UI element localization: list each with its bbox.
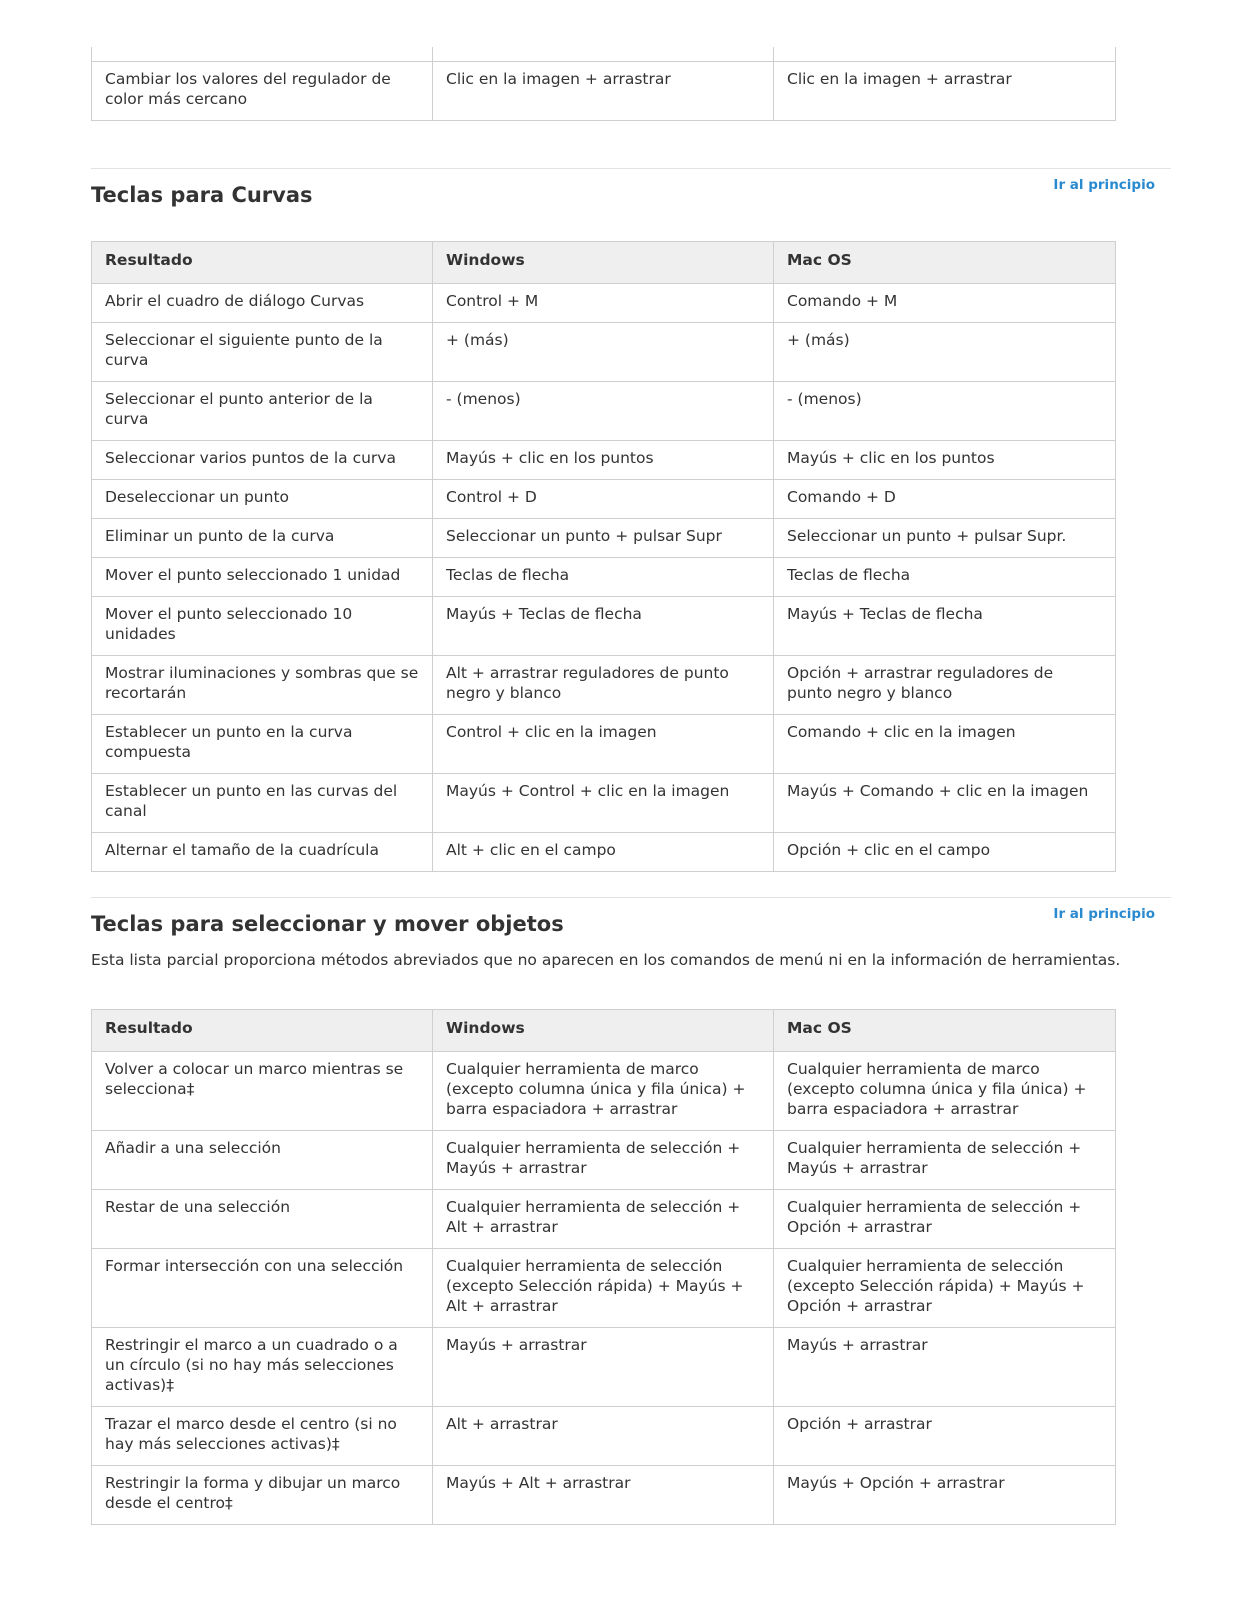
result-cell: Establecer un punto en las curvas del canal bbox=[92, 774, 433, 833]
header-result: Resultado bbox=[92, 1010, 433, 1052]
mac-cell: Mayús + Opción + arrastrar bbox=[774, 1466, 1116, 1525]
mac-cell: Opción + clic en el campo bbox=[774, 833, 1116, 872]
windows-cell: Control + clic en la imagen bbox=[433, 715, 774, 774]
mac-cell: Cualquier herramienta de selección + Mayús + arrastrar bbox=[774, 1131, 1116, 1190]
header-windows: Windows bbox=[433, 1010, 774, 1052]
result-cell: Formar intersección con una selección bbox=[92, 1249, 433, 1328]
result-cell: Alternar el tamaño de la cuadrícula bbox=[92, 833, 433, 872]
windows-cell: Mayús + arrastrar bbox=[433, 1328, 774, 1407]
mac-cell: Comando + M bbox=[774, 284, 1116, 323]
mac-cell: Cualquier herramienta de marco (excepto columna única y fila única) + barra espaciadora + arrastrar bbox=[774, 1052, 1116, 1131]
mac-cell: + (más) bbox=[774, 323, 1116, 382]
windows-cell: + (más) bbox=[433, 323, 774, 382]
table-row bbox=[92, 1407, 1116, 1466]
table-row bbox=[92, 1466, 1116, 1525]
result-cell: Seleccionar el siguiente punto de la curva bbox=[92, 323, 433, 382]
header-windows: Windows bbox=[433, 242, 774, 284]
result-cell: Seleccionar varios puntos de la curva bbox=[92, 441, 433, 480]
result-cell: Mostrar iluminaciones y sombras que se recortarán bbox=[92, 656, 433, 715]
result-cell: Restar de una selección bbox=[92, 1190, 433, 1249]
result-cell: Restringir la forma y dibujar un marco desde el centro‡ bbox=[92, 1466, 433, 1525]
result-cell: Deseleccionar un punto bbox=[92, 480, 433, 519]
mac-cell: - (menos) bbox=[774, 382, 1116, 441]
mac-cell: Opción + arrastrar reguladores de punto negro y blanco bbox=[774, 656, 1116, 715]
windows-cell: Mayús + Alt + arrastrar bbox=[433, 1466, 774, 1525]
windows-cell: Cualquier herramienta de marco (excepto columna única y fila única) + barra espaciadora + arrastrar bbox=[433, 1052, 774, 1131]
table-row bbox=[92, 1328, 1116, 1407]
mac-cell: Cualquier herramienta de selección (excepto Selección rápida) + Mayús + Opción + arrastrar bbox=[774, 1249, 1116, 1328]
section-intro: Esta lista parcial proporciona métodos abreviados que no aparecen en los comandos de menú ni en la información de herramientas. bbox=[91, 951, 1121, 969]
windows-cell: Teclas de flecha bbox=[433, 558, 774, 597]
mac-cell: Mayús + Teclas de flecha bbox=[774, 597, 1116, 656]
result-cell: Eliminar un punto de la curva bbox=[92, 519, 433, 558]
result-cell: Mover el punto seleccionado 10 unidades bbox=[92, 597, 433, 656]
header-result: Resultado bbox=[92, 242, 433, 284]
result-cell: Abrir el cuadro de diálogo Curvas bbox=[92, 284, 433, 323]
mac-cell: Mayús + clic en los puntos bbox=[774, 441, 1116, 480]
windows-cell: Alt + clic en el campo bbox=[433, 833, 774, 872]
windows-cell: Cualquier herramienta de selección (excepto Selección rápida) + Mayús + Alt + arrastrar bbox=[433, 1249, 774, 1328]
table-header-row bbox=[92, 1010, 1116, 1052]
windows-cell: Control + D bbox=[433, 480, 774, 519]
windows-cell: Alt + arrastrar reguladores de punto negro y blanco bbox=[433, 656, 774, 715]
mac-cell: Clic en la imagen + arrastrar bbox=[774, 62, 1116, 121]
mac-cell: Cualquier herramienta de selección + Opción + arrastrar bbox=[774, 1190, 1116, 1249]
windows-cell: Mayús + Control + clic en la imagen bbox=[433, 774, 774, 833]
windows-cell: Control + M bbox=[433, 284, 774, 323]
table-row bbox=[92, 1249, 1116, 1328]
windows-cell: Clic en la imagen + arrastrar bbox=[433, 62, 774, 121]
windows-cell: - (menos) bbox=[433, 382, 774, 441]
table-row bbox=[92, 1131, 1116, 1190]
mac-cell: Comando + clic en la imagen bbox=[774, 715, 1116, 774]
selection-table bbox=[91, 1009, 1116, 1525]
mac-cell: Seleccionar un punto + pulsar Supr. bbox=[774, 519, 1116, 558]
result-cell: Restringir el marco a un cuadrado o a un círculo (si no hay más selecciones activas)‡ bbox=[92, 1328, 433, 1407]
result-cell: Establecer un punto en la curva compuesta bbox=[92, 715, 433, 774]
windows-cell: Cualquier herramienta de selección + Mayús + arrastrar bbox=[433, 1131, 774, 1190]
back-to-top-link[interactable]: Ir al principio bbox=[1053, 906, 1155, 922]
mac-cell: Comando + D bbox=[774, 480, 1116, 519]
windows-cell: Alt + arrastrar bbox=[433, 1407, 774, 1466]
windows-cell: Mayús + clic en los puntos bbox=[433, 441, 774, 480]
windows-cell: Seleccionar un punto + pulsar Supr bbox=[433, 519, 774, 558]
mac-cell: Mayús + Comando + clic en la imagen bbox=[774, 774, 1116, 833]
section-title-curves: Teclas para Curvas bbox=[91, 183, 313, 207]
table-row bbox=[92, 1190, 1116, 1249]
windows-cell: Cualquier herramienta de selección + Alt + arrastrar bbox=[433, 1190, 774, 1249]
header-mac: Mac OS bbox=[774, 1010, 1116, 1052]
result-cell: Volver a colocar un marco mientras se selecciona‡ bbox=[92, 1052, 433, 1131]
mac-cell: Teclas de flecha bbox=[774, 558, 1116, 597]
result-cell: Seleccionar el punto anterior de la curva bbox=[92, 382, 433, 441]
mac-cell: Opción + arrastrar bbox=[774, 1407, 1116, 1466]
table-row bbox=[92, 1052, 1116, 1131]
windows-cell: Mayús + Teclas de flecha bbox=[433, 597, 774, 656]
back-to-top-link[interactable]: Ir al principio bbox=[1053, 177, 1155, 193]
result-cell: Trazar el marco desde el centro (si no hay más selecciones activas)‡ bbox=[92, 1407, 433, 1466]
header-mac: Mac OS bbox=[774, 242, 1116, 284]
result-cell: Añadir a una selección bbox=[92, 1131, 433, 1190]
mac-cell: Mayús + arrastrar bbox=[774, 1328, 1116, 1407]
result-cell: Cambiar los valores del regulador de color más cercano bbox=[92, 62, 433, 121]
result-cell: Mover el punto seleccionado 1 unidad bbox=[92, 558, 433, 597]
section-title-selection: Teclas para seleccionar y mover objetos bbox=[91, 912, 564, 936]
